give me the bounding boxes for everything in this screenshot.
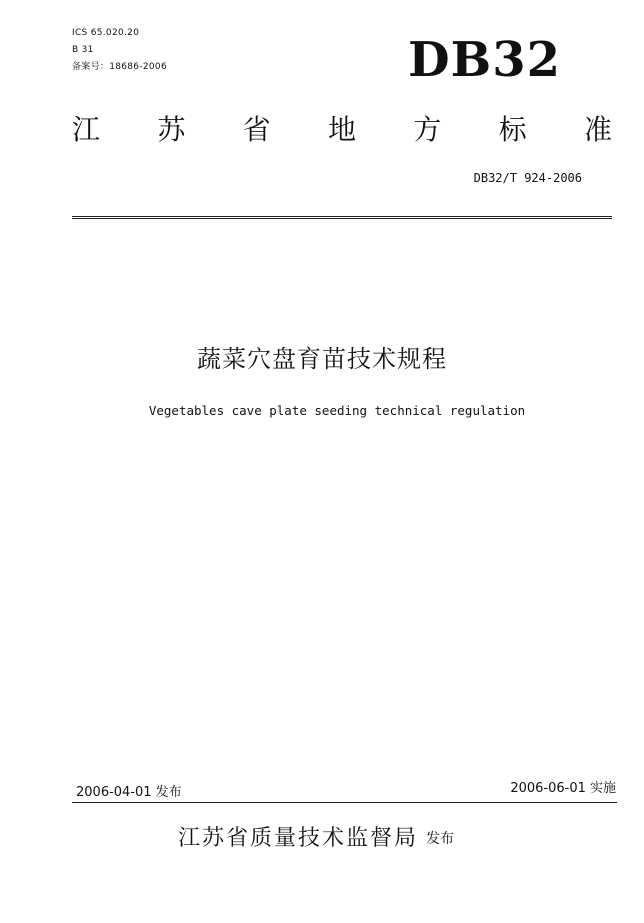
- footer-divider: [72, 802, 617, 803]
- issue-date: 2006-04-01 发布: [76, 785, 182, 800]
- title-english: Vegetables cave plate seeding technical regulation: [148, 403, 526, 418]
- publisher: [178, 824, 454, 854]
- standard-type-char: 标: [498, 113, 527, 146]
- standard-type-heading: [72, 110, 612, 150]
- ics-code: ICS 65.020.20: [72, 28, 140, 38]
- publisher-suffix: 发布: [426, 831, 455, 847]
- ccs-code: B 31: [72, 45, 94, 55]
- db32-logo: DB32: [408, 32, 561, 88]
- header-divider: [72, 216, 612, 219]
- standard-type-char: 准: [583, 113, 612, 146]
- publisher-name: 江苏省质量技术监督局: [178, 826, 419, 851]
- standard-type-char: 地: [327, 113, 356, 146]
- implementation-date: 2006-06-01 实施: [510, 781, 616, 796]
- standard-type-char: 江: [72, 113, 101, 146]
- standard-type-char: 苏: [157, 113, 186, 146]
- title-chinese: 蔬菜穴盘育苗技术规程: [197, 345, 447, 373]
- standard-number: DB32/T 924-2006: [473, 171, 582, 185]
- standard-type-char: 方: [413, 113, 442, 146]
- record-number: 备案号：18686-2006: [72, 62, 167, 72]
- standard-type-char: 省: [242, 113, 271, 146]
